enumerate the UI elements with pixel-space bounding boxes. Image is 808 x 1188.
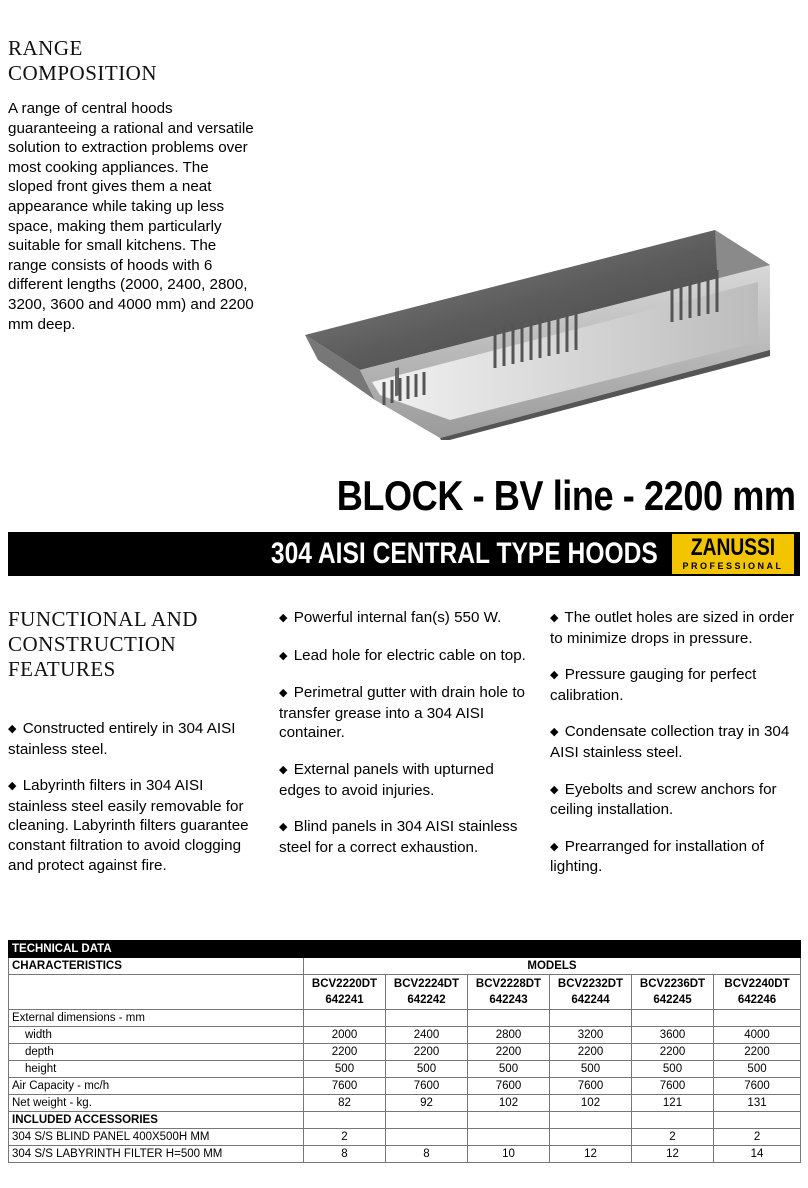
table-cell <box>386 1129 468 1146</box>
table-row <box>9 1146 801 1163</box>
feature-item: ◆ Lead hole for electric cable on top. <box>279 646 526 664</box>
feature-item: ◆ Constructed entirely in 304 AISI stainless steel. <box>8 720 236 758</box>
table-row <box>9 1061 801 1078</box>
table-row <box>9 1044 801 1061</box>
table-cell: 7600 <box>550 1078 632 1095</box>
table-cell: 2 <box>714 1129 801 1146</box>
row-label: width <box>9 1027 304 1044</box>
technical-data-table <box>8 940 801 1163</box>
table-cell: 2200 <box>386 1044 468 1061</box>
table-cell: 2200 <box>304 1044 386 1061</box>
features-heading-line1: FUNCTIONAL AND <box>8 607 198 631</box>
feature-item: ◆ Blind panels in 304 AISI stainless steel for a correct exhaustion. <box>279 818 518 856</box>
table-cell: 3600 <box>632 1027 714 1044</box>
table-row <box>9 1112 801 1129</box>
feature-item: ◆ External panels with upturned edges to avoid injuries. <box>279 760 494 799</box>
table-cell <box>550 1112 632 1129</box>
zanussi-logo <box>672 534 794 574</box>
table-title-row <box>9 941 801 958</box>
table-cell: 7600 <box>304 1078 386 1095</box>
table-cell: 2800 <box>468 1027 550 1044</box>
table-cell: 7600 <box>632 1078 714 1095</box>
diamond-bullet-icon: ◆ <box>550 783 559 796</box>
table-cell: 8 <box>304 1146 386 1163</box>
diamond-bullet-icon: ◆ <box>550 840 559 853</box>
table-cell: 500 <box>632 1061 714 1078</box>
feature-item: ◆ Prearranged for installation of lighting. <box>550 837 764 876</box>
feature-item: ◆ The outlet holes are sized in order to minimize drops in pressure. <box>550 609 795 647</box>
ext-dimensions-label: External dimensions - mm <box>9 1010 304 1027</box>
table-cell: 121 <box>632 1095 714 1112</box>
range-composition-heading <box>8 36 268 86</box>
feature-item: ◆ Powerful internal fan(s) 550 W. <box>279 609 502 626</box>
table-cell <box>632 1112 714 1129</box>
diamond-bullet-icon: ◆ <box>279 687 288 700</box>
table-cell: 2200 <box>714 1044 801 1061</box>
characteristics-header: CHARACTERISTICS <box>9 958 304 975</box>
logo-subtitle: PROFESSIONAL <box>682 561 784 571</box>
table-cell: 2200 <box>632 1044 714 1061</box>
range-description: A range of central hoods guaranteeing a rational and versatile solution to extraction problems over most cooking appliances. The sloped front gives them a neat appearance while taking up less space, making them particularly suitable for small kitchens. The range consists of hoods with 6 different lengths (2000, 2400, 2800, 3200, 3600 and 4000 mm) and 2200 mm deep. <box>8 100 254 333</box>
features-heading-line2: CONSTRUCTION <box>8 632 177 656</box>
category-title: 304 AISI CENTRAL TYPE HOODS <box>271 537 658 570</box>
table-cell: 4000 <box>714 1027 801 1044</box>
table-header-row <box>9 958 801 975</box>
row-label: depth <box>9 1044 304 1061</box>
table-cell <box>550 1129 632 1146</box>
table-row <box>9 1010 801 1027</box>
table-cell: 92 <box>386 1095 468 1112</box>
table-cell <box>468 1010 550 1027</box>
diamond-bullet-icon: ◆ <box>550 612 559 624</box>
models-row <box>9 975 801 1010</box>
features-heading <box>8 607 268 682</box>
range-heading-line2: COMPOSITION <box>8 61 158 85</box>
row-label: 304 S/S LABYRINTH FILTER H=500 MM <box>9 1146 304 1163</box>
table-cell: 14 <box>714 1146 801 1163</box>
diamond-bullet-icon: ◆ <box>279 821 288 834</box>
table-cell: 7600 <box>386 1078 468 1095</box>
row-label: height <box>9 1061 304 1078</box>
feature-item: ◆ Perimetral gutter with drain hole to transfer grease into a 304 AISI container. <box>279 684 526 742</box>
table-cell: 8 <box>386 1146 468 1163</box>
model-cell: BCV2236DT 642245 <box>632 975 714 1010</box>
table-cell: 7600 <box>468 1078 550 1095</box>
hood-product-image <box>300 210 800 440</box>
table-cell: 500 <box>386 1061 468 1078</box>
model-cell: BCV2228DT 642243 <box>468 975 550 1010</box>
models-header: MODELS <box>304 958 801 975</box>
feature-item: ◆ Eyebolts and screw anchors for ceiling installation. <box>550 780 777 819</box>
table-cell: 102 <box>550 1095 632 1112</box>
features-column-left <box>8 719 264 892</box>
diamond-bullet-icon: ◆ <box>8 723 17 735</box>
feature-item: ◆ Condensate collection tray in 304 AISI stainless steel. <box>550 723 790 761</box>
diamond-bullet-icon: ◆ <box>8 780 17 793</box>
features-column-middle <box>279 608 531 874</box>
table-cell: 3200 <box>550 1027 632 1044</box>
model-cell: BCV2224DT 642242 <box>386 975 468 1010</box>
row-label: Air Capacity - mc/h <box>9 1078 304 1095</box>
table-row <box>9 1027 801 1044</box>
table-cell: 2 <box>632 1129 714 1146</box>
model-cell: BCV2220DT 642241 <box>304 975 386 1010</box>
features-heading-line3: FEATURES <box>8 657 116 681</box>
table-row <box>9 1095 801 1112</box>
table-cell: 500 <box>468 1061 550 1078</box>
table-cell: 500 <box>550 1061 632 1078</box>
feature-item: ◆ Pressure gauging for perfect calibration. <box>550 666 757 704</box>
table-cell <box>550 1010 632 1027</box>
table-cell <box>714 1010 801 1027</box>
table-cell: 2200 <box>550 1044 632 1061</box>
table-cell <box>304 1010 386 1027</box>
table-row <box>9 1078 801 1095</box>
table-cell <box>304 1112 386 1129</box>
table-cell: 2200 <box>468 1044 550 1061</box>
table-cell: 102 <box>468 1095 550 1112</box>
features-column-right <box>550 608 800 894</box>
table-cell: 2 <box>304 1129 386 1146</box>
table-cell <box>468 1129 550 1146</box>
table-cell <box>9 975 304 1010</box>
model-cell: BCV2240DT 642246 <box>714 975 801 1010</box>
accessories-header: INCLUDED ACCESSORIES <box>9 1112 304 1129</box>
range-heading-line1: RANGE <box>8 36 83 60</box>
table-cell <box>632 1010 714 1027</box>
feature-item: ◆ Labyrinth filters in 304 AISI stainless steel easily removable for cleaning. Labyrinth filters guarantee constant filtration to avoid clogging and protect against fire. <box>8 777 249 874</box>
table-cell: 2000 <box>304 1027 386 1044</box>
row-label: 304 S/S BLIND PANEL 400X500H MM <box>9 1129 304 1146</box>
model-cell: BCV2232DT 642244 <box>550 975 632 1010</box>
table-title: TECHNICAL DATA <box>9 941 801 958</box>
diamond-bullet-icon: ◆ <box>279 763 288 776</box>
table-cell: 10 <box>468 1146 550 1163</box>
table-cell: 2400 <box>386 1027 468 1044</box>
table-cell <box>386 1112 468 1129</box>
table-cell <box>714 1112 801 1129</box>
product-line-title: BLOCK - BV line - 2200 mm <box>337 472 796 519</box>
table-cell <box>386 1010 468 1027</box>
table-cell: 500 <box>304 1061 386 1078</box>
row-label: Net weight - kg. <box>9 1095 304 1112</box>
table-cell: 131 <box>714 1095 801 1112</box>
table-row <box>9 1129 801 1146</box>
category-band <box>8 532 800 576</box>
table-cell: 500 <box>714 1061 801 1078</box>
diamond-bullet-icon: ◆ <box>550 669 559 682</box>
diamond-bullet-icon: ◆ <box>279 649 288 662</box>
table-cell: 7600 <box>714 1078 801 1095</box>
table-cell: 12 <box>550 1146 632 1163</box>
logo-word: ZANUSSI <box>690 534 776 561</box>
table-cell <box>468 1112 550 1129</box>
diamond-bullet-icon: ◆ <box>279 612 288 624</box>
diamond-bullet-icon: ◆ <box>550 726 559 739</box>
table-cell: 12 <box>632 1146 714 1163</box>
table-cell: 82 <box>304 1095 386 1112</box>
